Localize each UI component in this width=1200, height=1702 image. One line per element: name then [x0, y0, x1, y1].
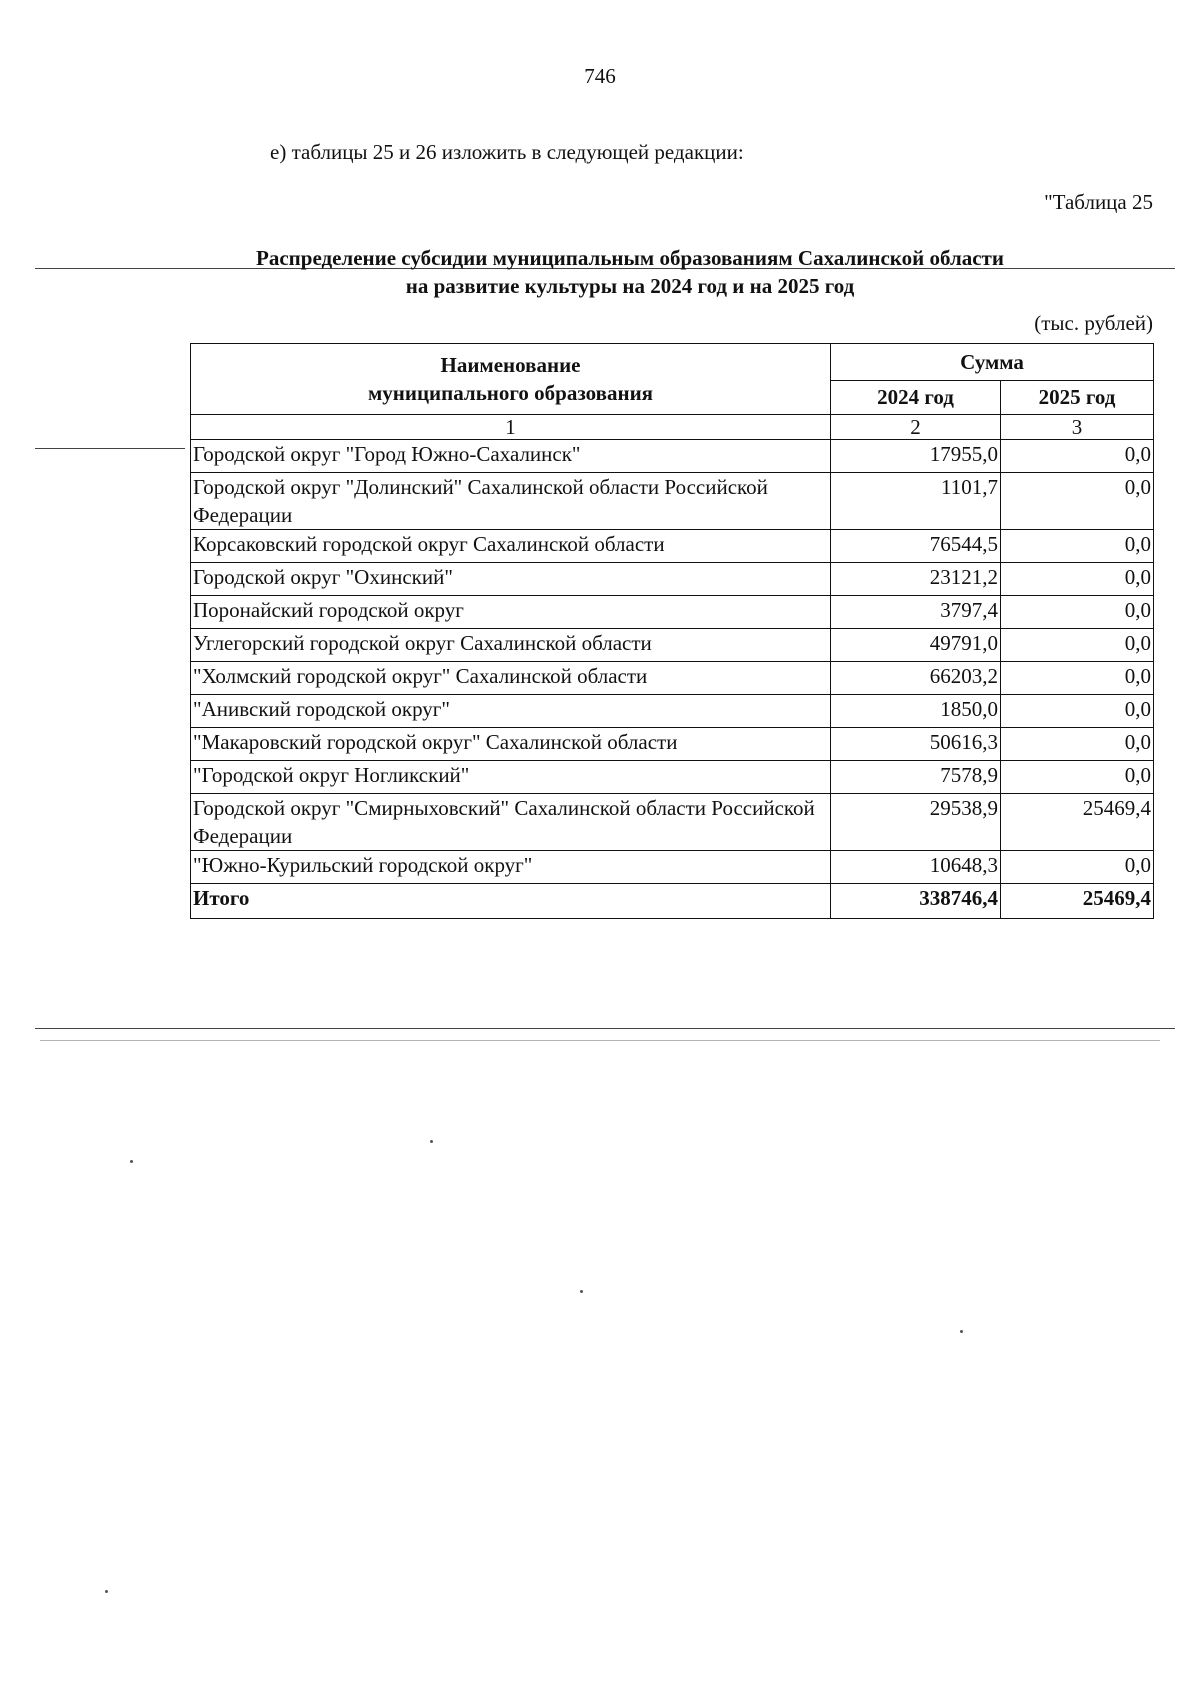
municipality-name: Корсаковский городской округ Сахалинской области	[191, 530, 831, 563]
subsidy-table	[190, 343, 1154, 919]
amount-2024: 3797,4	[831, 596, 1001, 629]
amount-2024: 66203,2	[831, 662, 1001, 695]
amount-2024: 50616,3	[831, 728, 1001, 761]
municipality-name: Поронайский городской округ	[191, 596, 831, 629]
document-title	[180, 244, 1080, 300]
intro-text: е) таблицы 25 и 26 изложить в следующей редакции:	[270, 140, 744, 164]
table-row	[191, 851, 1154, 884]
table-label: "Таблица 25	[1044, 190, 1153, 214]
table-row	[191, 563, 1154, 596]
scan-speck	[580, 1290, 583, 1293]
table-row	[191, 629, 1154, 662]
table-row	[191, 440, 1154, 473]
amount-2024: 1101,7	[831, 473, 1001, 530]
header-name-line-1: Наименование	[440, 353, 581, 377]
table-row	[191, 794, 1154, 851]
amount-2024: 17955,0	[831, 440, 1001, 473]
title-line-2: на развитие культуры на 2024 год и на 2025 год	[405, 274, 855, 298]
page-number: 746	[584, 64, 616, 88]
total-2025: 25469,4	[1001, 884, 1154, 919]
municipality-name: Городской округ "Охинский"	[191, 563, 831, 596]
scan-speck	[960, 1330, 963, 1333]
table-row	[191, 662, 1154, 695]
amount-2024: 23121,2	[831, 563, 1001, 596]
total-row	[191, 884, 1154, 919]
amount-2025: 0,0	[1001, 695, 1154, 728]
municipality-name: Углегорский городской округ Сахалинской области	[191, 629, 831, 662]
amount-2025: 0,0	[1001, 596, 1154, 629]
title-line-1: Распределение субсидии муниципальным образованиям Сахалинской области	[256, 246, 1004, 270]
amount-2025: 0,0	[1001, 761, 1154, 794]
column-number: 2	[831, 415, 1001, 440]
amount-2024: 76544,5	[831, 530, 1001, 563]
table-row	[191, 695, 1154, 728]
total-2024: 338746,4	[831, 884, 1001, 919]
table-row	[191, 728, 1154, 761]
column-number: 1	[191, 415, 831, 440]
total-label: Итого	[191, 884, 831, 919]
amount-2025: 0,0	[1001, 473, 1154, 530]
amount-2025: 0,0	[1001, 662, 1154, 695]
header-sum: Сумма	[831, 344, 1154, 381]
units-label: (тыс. рублей)	[1034, 311, 1153, 335]
municipality-name: "Городской округ Ногликский"	[191, 761, 831, 794]
municipality-name: "Макаровский городской округ" Сахалинской области	[191, 728, 831, 761]
amount-2024: 29538,9	[831, 794, 1001, 851]
municipality-name: Городской округ "Город Южно-Сахалинск"	[191, 440, 831, 473]
municipality-name: "Анивский городской округ"	[191, 695, 831, 728]
amount-2025: 0,0	[1001, 563, 1154, 596]
municipality-name: Городской округ "Долинский" Сахалинской области Российской Федерации	[191, 473, 831, 530]
amount-2024: 7578,9	[831, 761, 1001, 794]
header-name-line-2: муниципального образования	[367, 381, 654, 405]
header-year-2025: 2025 год	[1001, 381, 1154, 415]
amount-2024: 1850,0	[831, 695, 1001, 728]
amount-2025: 0,0	[1001, 629, 1154, 662]
scan-artifact-line	[35, 1028, 1175, 1029]
header-municipality	[191, 344, 831, 415]
scan-speck	[105, 1590, 108, 1593]
municipality-name: Городской округ "Смирныховский" Сахалинской области Российской Федерации	[191, 794, 831, 851]
amount-2025: 0,0	[1001, 530, 1154, 563]
column-number: 3	[1001, 415, 1154, 440]
amount-2025: 0,0	[1001, 440, 1154, 473]
table-row	[191, 473, 1154, 530]
amount-2024: 10648,3	[831, 851, 1001, 884]
table-row	[191, 761, 1154, 794]
municipality-name: "Холмский городской округ" Сахалинской области	[191, 662, 831, 695]
table-row	[191, 596, 1154, 629]
scan-speck	[430, 1140, 433, 1143]
scan-artifact-line	[35, 448, 185, 449]
header-year-2024: 2024 год	[831, 381, 1001, 415]
amount-2024: 49791,0	[831, 629, 1001, 662]
amount-2025: 0,0	[1001, 851, 1154, 884]
table-row	[191, 530, 1154, 563]
municipality-name: "Южно-Курильский городской округ"	[191, 851, 831, 884]
amount-2025: 0,0	[1001, 728, 1154, 761]
scan-speck	[130, 1160, 133, 1163]
scan-artifact-line	[40, 1040, 1160, 1041]
amount-2025: 25469,4	[1001, 794, 1154, 851]
